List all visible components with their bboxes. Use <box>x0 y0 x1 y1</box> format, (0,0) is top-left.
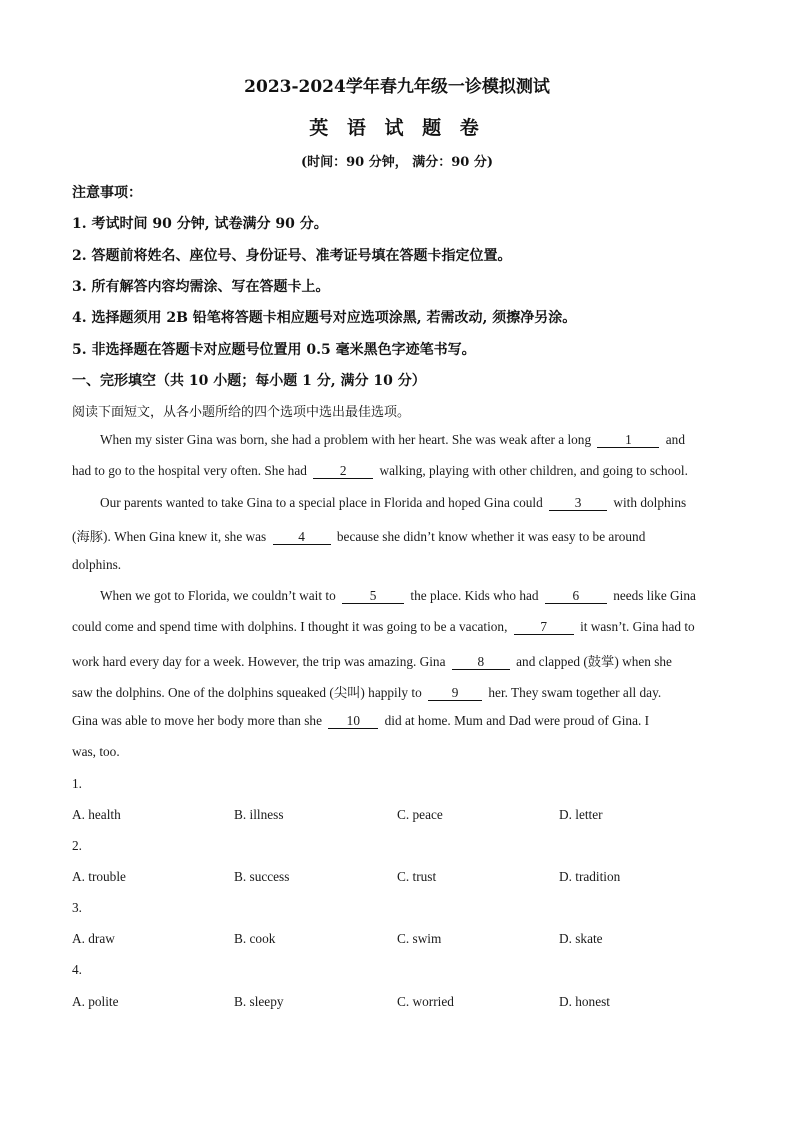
passage-text: because she didn’t know whether it was easy to be around <box>336 529 646 544</box>
blank-8: 8 <box>452 655 510 670</box>
passage-line <box>72 619 695 635</box>
blank-4: 4 <box>273 530 331 545</box>
passage-line <box>72 713 649 729</box>
passage-text: When we got to Florida, we couldn’t wait to <box>100 588 336 603</box>
passage-text: Our parents wanted to take Gina to a special place in Florida and hoped Gina could <box>100 495 543 510</box>
passage-line <box>72 463 688 479</box>
blank-1: 1 <box>597 433 659 448</box>
option-a[interactable]: A. health <box>72 807 121 822</box>
passage-text: Gina was able to move her body more than she <box>72 713 322 728</box>
exam-info: (时间：90 分钟， 满分：90 分) <box>300 155 494 170</box>
passage-line <box>72 682 661 701</box>
passage-line: was, too. <box>72 744 120 759</box>
option-c[interactable]: C. trust <box>397 869 437 884</box>
passage-text: with dolphins <box>613 495 687 510</box>
question-number: 4. <box>72 962 82 977</box>
passage-text: did at home. Mum and Dad were proud of Gina. I <box>384 713 650 728</box>
passage-line: dolphins. <box>72 557 122 572</box>
option-b[interactable]: B. sleepy <box>234 994 284 1009</box>
note-item: 2. 答题前将姓名、座位号、身份证号、准考证号填在答题卡指定位置。 <box>72 248 512 264</box>
notes-heading: 注意事项： <box>72 185 142 201</box>
option-d[interactable]: D. tradition <box>559 869 621 884</box>
option-d[interactable]: D. letter <box>559 807 603 822</box>
blank-3: 3 <box>549 496 607 511</box>
option-c[interactable]: C. worried <box>397 994 454 1009</box>
option-c[interactable]: C. peace <box>397 807 443 822</box>
blank-9: 9 <box>428 686 482 701</box>
blank-7: 7 <box>514 620 574 635</box>
option-b[interactable]: B. illness <box>234 807 284 822</box>
passage-text: work hard every day for a week. However, the trip was amazing. Gina <box>72 654 446 669</box>
option-a[interactable]: A. polite <box>72 994 119 1009</box>
note-item: 3. 所有解答内容均需涂、写在答题卡上。 <box>72 279 330 295</box>
passage-text: her. They swam together all day. <box>488 685 662 700</box>
question-options <box>72 994 722 1012</box>
passage-text: When my sister Gina was born, she had a problem with her heart. She was weak after a long <box>100 432 592 447</box>
option-d[interactable]: D. honest <box>559 994 610 1009</box>
passage-line <box>72 526 645 545</box>
passage-text: the place. Kids who had <box>410 588 539 603</box>
passage-line <box>100 432 685 448</box>
option-b[interactable]: B. cook <box>234 931 276 946</box>
option-c[interactable]: C. swim <box>397 931 442 946</box>
question-number: 3. <box>72 900 82 915</box>
passage-text: had to go to the hospital very often. She had <box>72 463 307 478</box>
passage-line <box>100 495 686 511</box>
blank-2: 2 <box>313 464 373 479</box>
passage-text: could come and spend time with dolphins. I thought it was going to be a vacation, <box>72 619 508 634</box>
option-a[interactable]: A. trouble <box>72 869 126 884</box>
question-number: 1. <box>72 776 82 791</box>
passage-text: it wasn’t. Gina had to <box>580 619 695 634</box>
section-heading: 一、完形填空（共 10 小题；每小题 1 分, 满分 10 分） <box>72 373 426 389</box>
blank-10: 10 <box>328 714 378 729</box>
passage-text: needs like Gina <box>613 588 696 603</box>
passage-line <box>72 651 672 670</box>
passage-text: and <box>665 432 685 447</box>
option-a[interactable]: A. draw <box>72 931 115 946</box>
question-options <box>72 807 722 825</box>
question-options <box>72 931 722 949</box>
option-d[interactable]: D. skate <box>559 931 603 946</box>
section-instruction: 阅读下面短文，从各小题所给的四个选项中选出最佳选项。 <box>72 405 411 420</box>
note-item: 4. 选择题须用 2B 铅笔将答题卡相应题号对应选项涂黑, 若需改动, 须擦净另涂。 <box>72 310 577 326</box>
exam-title: 2023-2024学年春九年级一诊模拟测试 <box>244 77 550 97</box>
passage-line <box>100 588 696 604</box>
passage-text: saw the dolphins. One of the dolphins squeaked (尖叫) happily to <box>72 685 422 700</box>
exam-subtitle: 英 语 试 题 卷 <box>309 117 485 139</box>
blank-5: 5 <box>342 589 404 604</box>
option-b[interactable]: B. success <box>234 869 290 884</box>
question-number: 2. <box>72 838 82 853</box>
passage-text: and clapped (鼓掌) when she <box>516 654 672 669</box>
blank-6: 6 <box>545 589 607 604</box>
passage-text: walking, playing with other children, and going to school. <box>379 463 688 478</box>
note-item: 5. 非选择题在答题卡对应题号位置用 0.5 毫米黑色字迹笔书写。 <box>72 342 476 358</box>
note-item: 1. 考试时间 90 分钟, 试卷满分 90 分。 <box>72 216 328 232</box>
passage-text: (海豚). When Gina knew it, she was <box>72 529 267 544</box>
question-options <box>72 869 722 887</box>
